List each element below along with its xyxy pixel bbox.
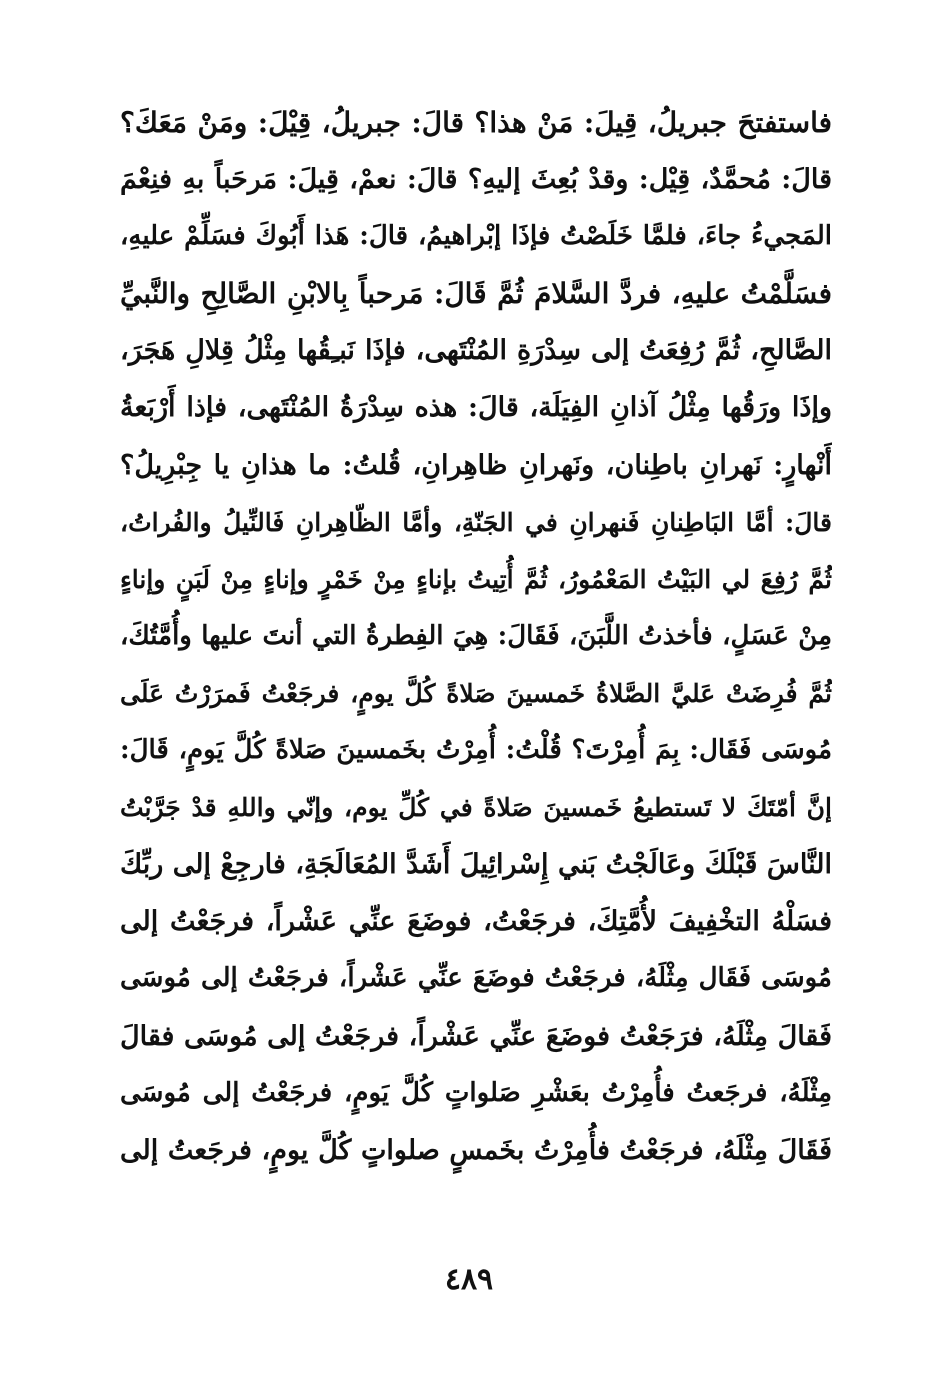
text-line: فاستفتحَ جبريلُ، قِيلَ: مَنْ هذا؟ قالَ: جبريلُ، قِيْلَ: ومَنْ مَعَكَ؟ <box>120 106 832 139</box>
text-line: مِنْ عَسَلٍ، فأخذتُ اللَّبَنَ، فَقَالَ: هِيَ الفِطرةُ التي أنتَ عليها وأُمَّتُكَ، <box>120 620 832 651</box>
text-line: فَقالَ مِثْلَهُ، فرَجَعْتُ فوضَعَ عنِّي عَشْراً، فرجَعْتُ إلى مُوسَى فقالَ <box>120 1020 832 1052</box>
text-line: قالَ: أمَّا البَاطِنانِ فَنهرانِ في الجَنّةِ، وأمَّا الظّاهِرانِ فَالنِّيلُ والفُراتُ، <box>120 507 832 537</box>
text-line: ثُمَّ رُفِعَ لي البَيْتُ المَعْمُورُ، ثُمَّ أُتِيتُ بإناءٍ مِنْ خَمْرٍ وإناءٍ مِنْ لَبَنٍ وإناءٍ <box>120 564 832 594</box>
text-line: المَجيءُ جاءَ، فلمَّا خَلَصْتُ فإذَا إبْراهيمُ، قالَ: هَذا أَبُوكَ فسَلِّمْ عليهِ، <box>120 221 832 252</box>
page-number: ٤٨٩ <box>444 1262 494 1297</box>
text-line: مِثْلَهُ، فرجَعتُ فأُمِرْتُ بعَشْرِ صَلواتٍ كُلَّ يَومٍ، فرجَعْتُ إلى مُوسَى <box>120 1077 832 1108</box>
text-line: الصَّالحِ، ثُمَّ رُفِعَتُ إلى سِدْرَةِ المُنْتَهى، فإذَا نَبـِقُها مِثْلُ قِلالِ هَجَرَ، <box>120 335 832 367</box>
text-line: مُوسَى فَقَال مِثْلَهُ، فرجَعْتُ فوضَعَ عنِّي عَشْراً، فرجَعْتُ إلى مُوسَى <box>120 963 832 994</box>
text-line: أَنْهارٍ: نَهرانِ باطِنان، ونَهرانِ ظاهِرانِ، قُلتُ: ما هذانِ يا جِبْرِيلُ؟ <box>120 449 832 481</box>
text-line: فسَلَّمْتُ عليهِ، فردَّ السَّلامَ ثُمَّ قَالَ: مَرحباً بِالابْنِ الصَّالِحِ والنَّبيِّ <box>120 277 832 311</box>
body-text <box>120 94 832 1179</box>
text-line: مُوسَى فَقَال: بِمَ أُمِرْتَ؟ قُلْتُ: أُمِرْتُ بخَمسينَ صَلاةً كُلَّ يَومٍ، قَالَ: <box>120 735 832 766</box>
text-line: النَّاسَ قَبْلَكَ وعَالَجْتُ بَني إِسْرائِيلَ أَشَدَّ المُعَالَجَةِ، فارجِعْ إلى ربِّكَ <box>120 849 832 881</box>
text-line: فَقَالَ مِثْلَهُ، فرجَعْتُ فأُمِرْتُ بخَمسٍ صلواتٍ كُلَّ يومٍ، فرجَعتُ إلى <box>120 1134 832 1166</box>
text-line: ثُمَّ فُرِضَتْ عَليَّ الصَّلاةُ خَمسينَ صَلاةً كُلَّ يومٍ، فرجَعْتُ فَمرَرْتُ عَلَى <box>120 678 832 708</box>
text-line: فسَلْهُ التخْفِيفَ لأُمَّتِكَ، فرجَعْتُ، فوضَعَ عنِّي عَشْراً، فرجَعْتُ إلى <box>120 906 832 938</box>
text-line: وإذَا ورَقُها مِثْلُ آذانِ الفِيَلَة، قالَ: هذه سِدْرَةُ المُنْتَهى، فإذا أَرْبَعةُ <box>120 392 832 424</box>
text-line: إنَّ أمّتَكَ لا تَستطيعُ خَمسينَ صَلاةً في كُلِّ يوم، وإنّي واللهِ قدْ جَرَّبْتُ <box>120 793 832 823</box>
text-line: قالَ: مُحمَّدٌ، قِيْل: وقدْ بُعِثَ إليهِ؟ قالَ: نعمْ، قِيلَ: مَرحَباً بهِ فنِعْمَ <box>120 164 832 196</box>
